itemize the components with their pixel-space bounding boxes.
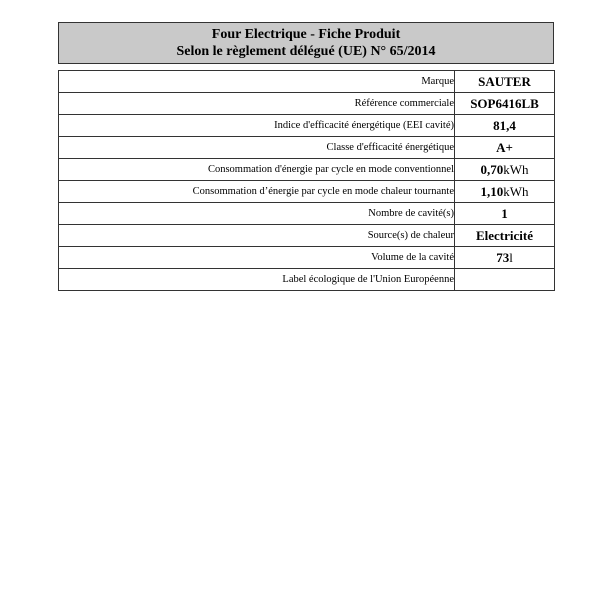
row-label: Référence commerciale — [59, 93, 455, 115]
row-label: Marque — [59, 71, 455, 93]
value-text: 73 — [496, 249, 510, 265]
table-row-eei — [59, 115, 555, 137]
row-value — [455, 247, 555, 269]
row-label: Source(s) de chaleur — [59, 225, 455, 247]
row-value — [455, 93, 555, 115]
row-value — [455, 225, 555, 247]
value-text: Electricité — [475, 227, 533, 243]
row-value — [455, 203, 555, 225]
table-row-cavity-volume — [59, 247, 555, 269]
row-value — [455, 137, 555, 159]
row-label: Consommation d'énergie par cycle en mode conventionnel — [59, 159, 455, 181]
table-row-consumption-fan — [59, 181, 555, 203]
row-label: Consommation d’énergie par cycle en mode chaleur tournante — [59, 181, 455, 203]
value-unit: l — [509, 249, 513, 265]
table-row-energy-class — [59, 137, 555, 159]
value-text: 1 — [501, 205, 508, 221]
product-spec-table — [58, 70, 555, 291]
table-row-brand — [59, 71, 555, 93]
table-row-consumption-conventional — [59, 159, 555, 181]
row-label: Nombre de cavité(s) — [59, 203, 455, 225]
row-label: Label écologique de l'Union Européenne — [59, 269, 455, 291]
row-label: Classe d'efficacité énergétique — [59, 137, 455, 159]
value-text: SAUTER — [478, 73, 531, 89]
header-subtitle: Selon le règlement délégué (UE) N° 65/2014 — [176, 44, 436, 59]
header-title: Four Electrique - Fiche Produit — [211, 27, 401, 42]
value-unit: kWh — [503, 183, 529, 199]
row-label: Volume de la cavité — [59, 247, 455, 269]
table-row-ecolabel — [59, 269, 555, 291]
row-value — [455, 269, 555, 291]
value-text: 0,70 — [480, 161, 504, 177]
row-label: Indice d'efficacité énergétique (EEI cavité) — [59, 115, 455, 137]
value-text: SOP6416LB — [470, 95, 539, 111]
value-text: A+ — [496, 139, 513, 155]
table-row-cavity-count — [59, 203, 555, 225]
row-value — [455, 181, 555, 203]
row-value — [455, 159, 555, 181]
row-value — [455, 71, 555, 93]
value-text: 81,4 — [493, 117, 516, 133]
sheet-header — [58, 22, 554, 64]
table-row-heat-source — [59, 225, 555, 247]
row-value — [455, 115, 555, 137]
table-row-reference — [59, 93, 555, 115]
value-text: 1,10 — [480, 183, 504, 199]
value-unit: kWh — [503, 161, 529, 177]
